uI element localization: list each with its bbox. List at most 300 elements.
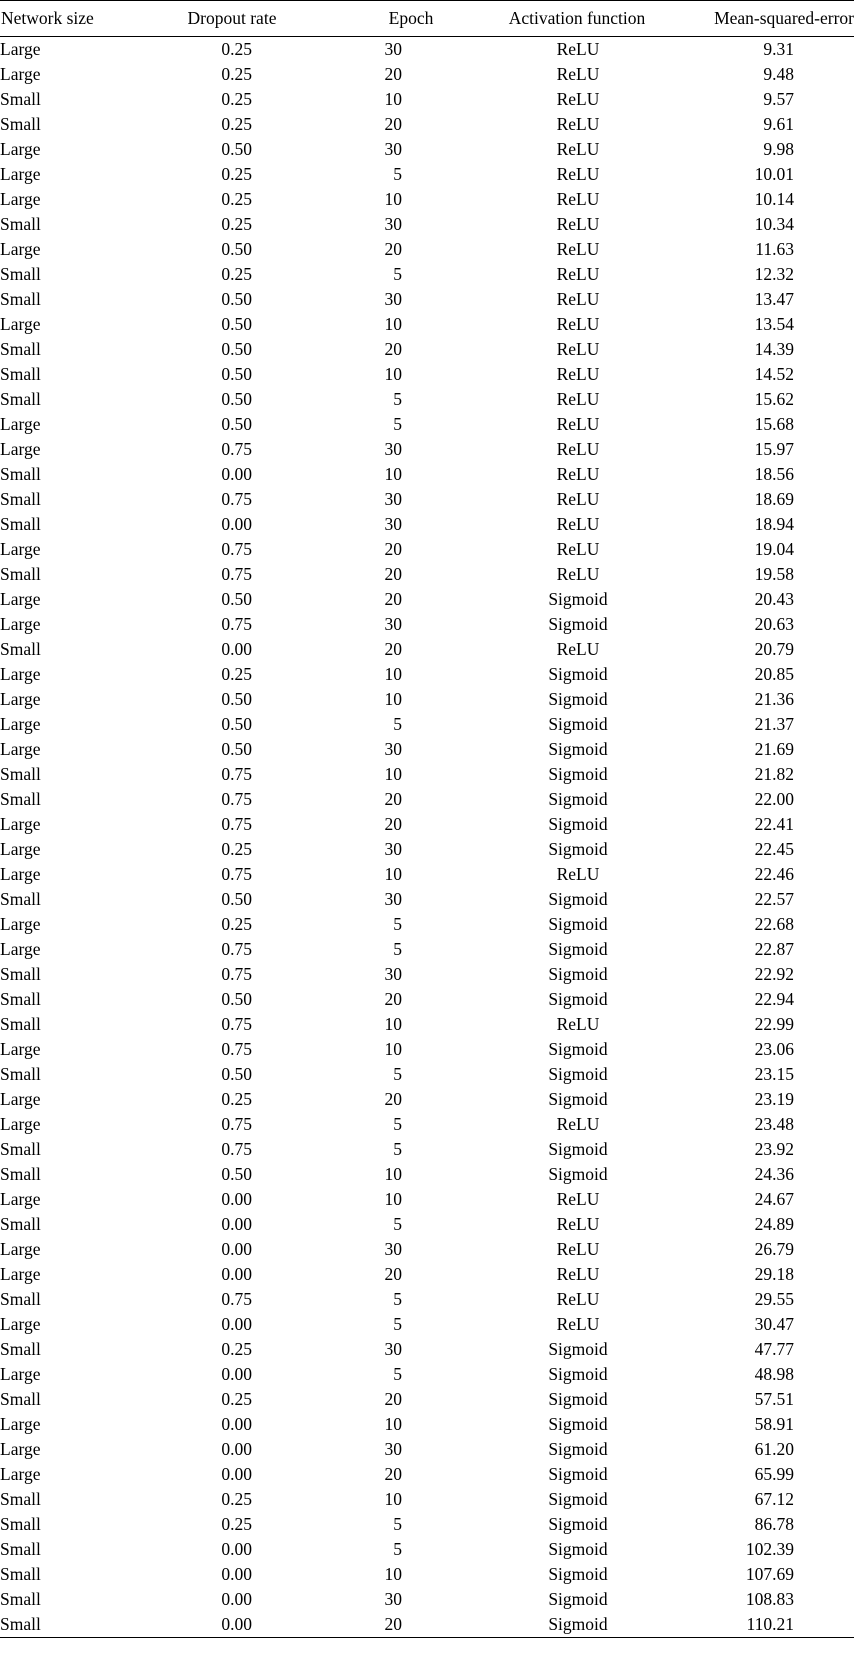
epoch-cell: 30 [384,889,402,909]
mse-cell: 24.36 [754,1164,794,1184]
table-row [0,1412,854,1437]
activation-function-cell: Sigmoid [548,1489,608,1509]
table-row [0,112,854,137]
dropout-rate-cell: 0.50 [221,289,252,309]
epoch-cell: 30 [384,739,402,759]
epoch-cell: 20 [384,339,402,359]
dropout-rate-cell: 0.25 [221,839,252,859]
epoch-cell: 5 [393,1289,402,1309]
activation-function-cell: ReLU [556,464,600,484]
dropout-rate-cell: 0.75 [221,614,252,634]
mse-cell: 19.04 [754,539,794,559]
activation-function-cell: ReLU [556,1189,600,1209]
table-row [0,1437,854,1462]
network-size-cell: Large [0,239,41,259]
epoch-cell: 5 [393,389,402,409]
epoch-cell: 30 [384,1239,402,1259]
network-size-cell: Small [0,114,41,134]
dropout-rate-cell: 0.50 [221,589,252,609]
table-row [0,237,854,262]
header-network-size: Network size [0,1,122,37]
epoch-cell: 10 [384,1014,402,1034]
table-row [0,587,854,612]
dropout-rate-cell: 0.50 [221,139,252,159]
mse-cell: 22.68 [754,914,794,934]
network-size-cell: Large [0,689,41,709]
dropout-rate-cell: 0.00 [122,1612,322,1638]
epoch-cell: 10 [384,664,402,684]
table-row [0,987,854,1012]
table-row [0,1312,854,1337]
network-size-cell: Small [0,1164,41,1184]
mse-cell: 22.41 [754,814,794,834]
dropout-rate-cell: 0.25 [221,114,252,134]
table-row [0,1337,854,1362]
activation-function-cell: Sigmoid [548,664,608,684]
dropout-rate-cell: 0.75 [221,1114,252,1134]
dropout-rate-cell: 0.00 [221,1464,252,1484]
activation-function-cell: ReLU [556,1314,600,1334]
mse-cell: 24.67 [754,1189,794,1209]
epoch-cell: 5 [393,164,402,184]
table-row [0,912,854,937]
activation-function-cell: Sigmoid [548,1464,608,1484]
table-row [0,612,854,637]
dropout-rate-cell: 0.50 [221,414,252,434]
dropout-rate-cell: 0.50 [221,314,252,334]
epoch-cell: 30 [384,614,402,634]
table-row [0,1262,854,1287]
network-size-cell: Large [0,1089,41,1109]
table-row [0,262,854,287]
epoch-cell: 30 [384,514,402,534]
mse-cell: 23.15 [754,1064,794,1084]
mse-cell: 48.98 [754,1364,794,1384]
activation-function-cell: Sigmoid [548,914,608,934]
dropout-rate-cell: 0.25 [221,164,252,184]
activation-function-cell: ReLU [556,1264,600,1284]
table-row [0,712,854,737]
activation-function-cell: Sigmoid [548,939,608,959]
table-row [0,162,854,187]
table-row [0,312,854,337]
table-row [0,1612,854,1638]
activation-function-cell: Sigmoid [548,1339,608,1359]
epoch-cell: 5 [393,1139,402,1159]
dropout-rate-cell: 0.75 [221,964,252,984]
dropout-rate-cell: 0.25 [221,664,252,684]
dropout-rate-cell: 0.00 [221,1364,252,1384]
activation-function-cell: ReLU [556,414,600,434]
epoch-cell: 5 [393,264,402,284]
dropout-rate-cell: 0.75 [221,864,252,884]
epoch-cell: 5 [393,1114,402,1134]
activation-function-cell: Sigmoid [548,1364,608,1384]
epoch-cell: 20 [384,1389,402,1409]
mse-cell: 22.57 [754,889,794,909]
activation-function-cell: ReLU [556,1289,600,1309]
dropout-rate-cell: 0.50 [221,239,252,259]
activation-function-cell: Sigmoid [548,1439,608,1459]
table-row [0,1237,854,1262]
epoch-cell: 20 [384,1464,402,1484]
network-size-cell: Large [0,64,41,84]
network-size-cell: Small [0,1064,41,1084]
mse-cell: 15.62 [754,389,794,409]
mse-cell: 57.51 [754,1389,794,1409]
epoch-cell: 30 [384,964,402,984]
network-size-cell: Large [0,414,41,434]
dropout-rate-cell: 0.50 [221,689,252,709]
dropout-rate-cell: 0.00 [221,1564,252,1584]
network-size-cell: Large [0,1364,41,1384]
activation-function-cell: ReLU [556,314,600,334]
epoch-cell: 5 [393,1314,402,1334]
dropout-rate-cell: 0.75 [221,1014,252,1034]
dropout-rate-cell: 0.75 [221,939,252,959]
activation-function-cell: Sigmoid [548,814,608,834]
activation-function-cell: ReLU [556,364,600,384]
activation-function-cell: Sigmoid [548,789,608,809]
activation-function-cell: ReLU [556,564,600,584]
network-size-cell: Small [0,1339,41,1359]
dropout-rate-cell: 0.25 [221,914,252,934]
mse-cell: 20.43 [754,589,794,609]
table-row [0,937,854,962]
table-row [0,837,854,862]
epoch-cell: 20 [384,589,402,609]
mse-cell: 26.79 [754,1239,794,1259]
network-size-cell: Small [0,514,41,534]
mse-cell: 14.39 [754,339,794,359]
dropout-rate-cell: 0.50 [221,389,252,409]
epoch-cell: 30 [384,439,402,459]
mse-cell: 22.46 [754,864,794,884]
network-size-cell: Large [0,439,41,459]
table-row [0,1562,854,1587]
table-row [0,1162,854,1187]
table-row [0,1037,854,1062]
mse-cell: 9.31 [763,39,794,59]
network-size-cell: Large [0,1239,41,1259]
header-mean-squared-error: Mean-squared-error [664,1,854,37]
epoch-cell: 5 [393,1514,402,1534]
epoch-cell: 20 [384,564,402,584]
network-size-cell: Large [0,589,41,609]
dropout-rate-cell: 0.25 [221,89,252,109]
epoch-cell: 20 [384,539,402,559]
network-size-cell: Small [0,1564,41,1584]
table-row [0,1062,854,1087]
activation-function-cell: Sigmoid [548,1539,608,1559]
epoch-cell: 30 [384,1439,402,1459]
table-row [0,487,854,512]
epoch-cell: 10 [384,189,402,209]
table-row [0,687,854,712]
table-row [0,337,854,362]
table-row [0,1387,854,1412]
network-size-cell: Large [0,1039,41,1059]
mse-cell: 9.48 [763,64,794,84]
mse-cell: 29.55 [754,1289,794,1309]
epoch-cell: 30 [384,214,402,234]
network-size-cell: Small [0,389,41,409]
table-row [0,537,854,562]
epoch-cell: 30 [384,139,402,159]
epoch-cell: 30 [384,289,402,309]
activation-function-cell: Sigmoid [548,1064,608,1084]
network-size-cell: Small [0,1214,41,1234]
mse-cell: 21.36 [754,689,794,709]
epoch-cell: 5 [393,939,402,959]
network-size-cell: Large [0,314,41,334]
epoch-cell: 10 [384,1039,402,1059]
mse-cell: 12.32 [754,264,794,284]
mse-cell: 13.47 [754,289,794,309]
epoch-cell: 10 [384,1489,402,1509]
network-size-cell: Large [0,614,41,634]
mse-cell: 22.99 [754,1014,794,1034]
mse-cell: 22.00 [754,789,794,809]
activation-function-cell: ReLU [556,39,600,59]
mse-cell: 22.45 [754,839,794,859]
activation-function-cell: Sigmoid [548,764,608,784]
table-row [0,1487,854,1512]
activation-function-cell: Sigmoid [548,889,608,909]
activation-function-cell: ReLU [556,1014,600,1034]
mse-cell: 24.89 [754,1214,794,1234]
activation-function-cell: ReLU [556,539,600,559]
epoch-cell: 20 [384,814,402,834]
dropout-rate-cell: 0.25 [221,214,252,234]
mse-cell: 86.78 [754,1514,794,1534]
mse-cell: 22.94 [754,989,794,1009]
activation-function-cell: ReLU [556,139,600,159]
network-size-cell: Large [0,739,41,759]
mse-cell: 9.61 [763,114,794,134]
activation-function-cell: Sigmoid [548,1039,608,1059]
epoch-cell: 10 [384,464,402,484]
epoch-cell: 20 [384,1264,402,1284]
header-activation-function: Activation function [462,1,664,37]
epoch-cell: 5 [393,1539,402,1559]
network-size-cell: Small [0,1539,41,1559]
dropout-rate-cell: 0.25 [221,1339,252,1359]
epoch-cell: 10 [384,89,402,109]
table-row [0,762,854,787]
table-row [0,812,854,837]
table-row [0,362,854,387]
dropout-rate-cell: 0.25 [221,264,252,284]
network-size-cell: Small [0,564,41,584]
dropout-rate-cell: 0.00 [221,1189,252,1209]
network-size-cell: Large [0,1439,41,1459]
table-row [0,1087,854,1112]
activation-function-cell: ReLU [556,1214,600,1234]
epoch-cell: 10 [384,314,402,334]
mse-cell: 21.82 [754,764,794,784]
table-row [0,137,854,162]
activation-function-cell: Sigmoid [548,1589,608,1609]
table-row [0,887,854,912]
mse-cell: 65.99 [754,1464,794,1484]
dropout-rate-cell: 0.25 [221,1089,252,1109]
epoch-cell: 5 [393,714,402,734]
mse-cell: 20.85 [754,664,794,684]
mse-cell: 10.14 [754,189,794,209]
dropout-rate-cell: 0.75 [221,1039,252,1059]
network-size-cell: Large [0,939,41,959]
table-row [0,412,854,437]
dropout-rate-cell: 0.25 [221,39,252,59]
epoch-cell: 30 [384,839,402,859]
table-row [0,287,854,312]
dropout-rate-cell: 0.50 [221,339,252,359]
epoch-cell: 20 [384,239,402,259]
mse-cell: 29.18 [754,1264,794,1284]
network-size-cell: Large [0,914,41,934]
network-size-cell: Small [0,1514,41,1534]
mse-cell: 19.58 [754,564,794,584]
table-row [0,862,854,887]
mse-cell: 14.52 [754,364,794,384]
dropout-rate-cell: 0.75 [221,764,252,784]
mse-cell: 102.39 [745,1539,794,1559]
activation-function-cell: ReLU [556,239,600,259]
dropout-rate-cell: 0.25 [221,1389,252,1409]
network-size-cell: Small [0,364,41,384]
table-row [0,1212,854,1237]
mse-cell: 9.57 [763,89,794,109]
dropout-rate-cell: 0.00 [221,514,252,534]
mse-cell: 30.47 [754,1314,794,1334]
network-size-cell: Large [0,1414,41,1434]
table-body [0,37,854,1638]
dropout-rate-cell: 0.75 [221,439,252,459]
table-row [0,462,854,487]
activation-function-cell: ReLU [556,864,600,884]
network-size-cell: Small [0,1014,41,1034]
table-row [0,1287,854,1312]
activation-function-cell: ReLU [556,639,600,659]
network-size-cell: Large [0,539,41,559]
table-row [0,187,854,212]
dropout-rate-cell: 0.50 [221,889,252,909]
table-row [0,87,854,112]
dropout-rate-cell: 0.50 [221,989,252,1009]
activation-function-cell: Sigmoid [548,689,608,709]
network-size-cell: Small [0,214,41,234]
dropout-rate-cell: 0.00 [221,639,252,659]
epoch-cell: 20 [384,989,402,1009]
dropout-rate-cell: 0.00 [221,1414,252,1434]
dropout-rate-cell: 0.75 [221,489,252,509]
epoch-cell: 20 [322,1612,462,1638]
table-row [0,1012,854,1037]
activation-function-cell: Sigmoid [548,714,608,734]
activation-function-cell: Sigmoid [548,614,608,634]
activation-function-cell: ReLU [556,389,600,409]
epoch-cell: 5 [393,914,402,934]
network-size-cell: Small [0,1389,41,1409]
dropout-rate-cell: 0.00 [221,1264,252,1284]
table-row [0,637,854,662]
table-row [0,1587,854,1612]
dropout-rate-cell: 0.00 [221,1439,252,1459]
epoch-cell: 5 [393,1214,402,1234]
dropout-rate-cell: 0.00 [221,464,252,484]
activation-function-cell: Sigmoid [548,739,608,759]
network-size-cell: Small [0,764,41,784]
activation-function-cell: Sigmoid [548,1414,608,1434]
header-dropout-rate: Dropout rate [122,1,322,37]
network-size-cell: Small [0,964,41,984]
network-size-cell: Small [0,264,41,284]
epoch-cell: 10 [384,1164,402,1184]
activation-function-cell: Sigmoid [548,1514,608,1534]
mse-cell: 61.20 [754,1439,794,1459]
mse-cell: 108.83 [745,1589,794,1609]
network-size-cell: Large [0,714,41,734]
dropout-rate-cell: 0.50 [221,1064,252,1084]
network-size-cell: Small [0,789,41,809]
network-size-cell: Large [0,1314,41,1334]
mse-cell: 23.19 [754,1089,794,1109]
epoch-cell: 20 [384,639,402,659]
activation-function-cell: ReLU [556,164,600,184]
epoch-cell: 10 [384,1189,402,1209]
activation-function-cell: Sigmoid [462,1612,664,1638]
activation-function-cell: ReLU [556,89,600,109]
network-size-cell: Small [0,639,41,659]
network-size-cell: Large [0,664,41,684]
table-row [0,387,854,412]
network-size-cell: Small [0,889,41,909]
activation-function-cell: ReLU [556,514,600,534]
mse-cell: 20.79 [754,639,794,659]
activation-function-cell: Sigmoid [548,989,608,1009]
activation-function-cell: Sigmoid [548,1389,608,1409]
activation-function-cell: ReLU [556,1114,600,1134]
network-size-cell: Large [0,1464,41,1484]
epoch-cell: 10 [384,689,402,709]
network-size-cell: Large [0,814,41,834]
dropout-rate-cell: 0.00 [221,1214,252,1234]
activation-function-cell: Sigmoid [548,589,608,609]
mse-cell: 58.91 [754,1414,794,1434]
mse-cell: 110.21 [664,1612,854,1638]
dropout-rate-cell: 0.25 [221,64,252,84]
activation-function-cell: ReLU [556,339,600,359]
table-header [0,1,854,37]
network-size-cell: Large [0,1189,41,1209]
network-size-cell: Small [0,339,41,359]
table-row [0,437,854,462]
activation-function-cell: ReLU [556,214,600,234]
activation-function-cell: ReLU [556,289,600,309]
dropout-rate-cell: 0.50 [221,739,252,759]
dropout-rate-cell: 0.75 [221,564,252,584]
mse-cell: 11.63 [755,239,794,259]
network-size-cell: Large [0,139,41,159]
dropout-rate-cell: 0.25 [221,1489,252,1509]
mse-cell: 21.37 [754,714,794,734]
activation-function-cell: ReLU [556,1239,600,1259]
mse-cell: 107.69 [745,1564,794,1584]
mse-cell: 23.92 [754,1139,794,1159]
network-size-cell: Large [0,1264,41,1284]
epoch-cell: 10 [384,1414,402,1434]
